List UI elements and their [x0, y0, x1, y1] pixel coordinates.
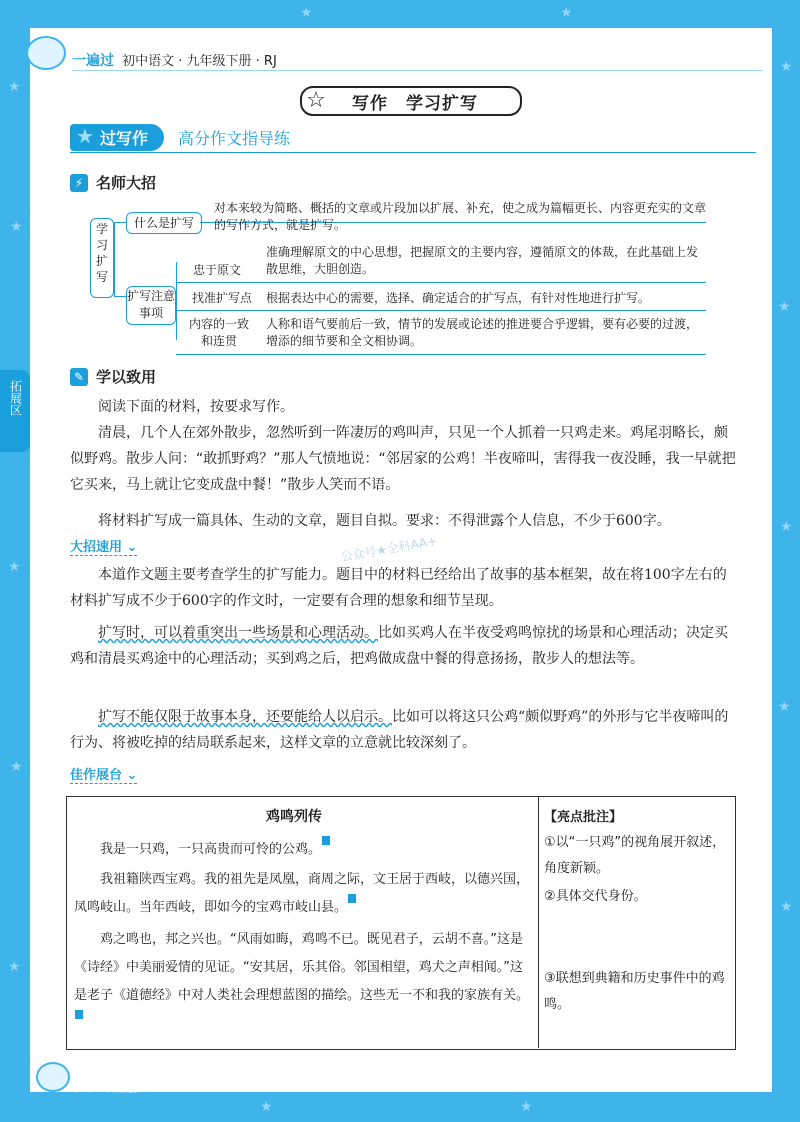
essay-divider	[538, 796, 539, 1048]
header-divider	[72, 70, 762, 71]
tree-connector	[176, 282, 706, 283]
heading-apply	[70, 366, 156, 387]
tree-leaf-label: 忠于原文	[192, 263, 241, 277]
section-subtitle: 高分作文指导练	[178, 128, 291, 148]
star-decoration: ★	[560, 5, 573, 21]
analysis-key-sentence: 扩写不能仅限于故事本身，还要能给人以启示。	[98, 709, 392, 725]
notes-title: 【亮点批注】	[544, 810, 623, 825]
tree-connector	[114, 222, 115, 296]
mascot-icon	[26, 36, 66, 70]
star-decoration: ★	[8, 559, 21, 575]
task-requirement: 将材料扩写成一篇具体、生动的文章，题目自拟。要求：不得泄露个人信息，不少于600字。	[98, 513, 671, 529]
note-item: ①以“一只鸡”的视角展开叙述，角度新颖。	[544, 835, 726, 876]
task-material: 清晨，几个人在郊外散步，忽然听到一阵凄厉的鸡叫声，只见一个人抓着一只鸡走来。鸡尾羽略长，颇似野鸡。散步人问：“敢抓野鸡？”那人气愤地说：“邻居家的公鸡！半夜啼叫，害得我一夜没睡，我一早就把它买来，马上就让它变成盘中餐！”散步人笑而不语。	[70, 425, 736, 493]
section-banner	[70, 124, 290, 150]
note-item: ②具体交代身份。	[544, 889, 647, 904]
star-decoration: ★	[300, 5, 313, 21]
frame-top	[0, 0, 800, 28]
essay-text: 我是一只鸡，一只高贵而可怜的公鸡。	[100, 842, 322, 857]
chevron-down-icon: ⌄	[126, 768, 138, 783]
essay-title: 鸡鸣列传	[266, 809, 322, 825]
annotation-marker: 2	[348, 894, 356, 903]
frame-bottom	[0, 1092, 800, 1122]
heading-tips	[70, 172, 156, 193]
star-decoration: ★	[10, 219, 23, 235]
tree-leaf-label: 内容的一致和连贯	[188, 317, 249, 348]
tree-connector	[114, 296, 126, 297]
star-icon: ★	[76, 123, 94, 148]
tree-root	[90, 218, 114, 298]
watermark: 公众号★全科AA+	[339, 533, 439, 565]
tree-connector	[114, 222, 126, 223]
essay-text: 鸡之鸣也，邦之兴也。“风雨如晦，鸡鸣不已。既见君子，云胡不喜。”这是《诗经》中美丽爱情的见证。“安其居，乐其俗。邻国相望，鸡犬之声相闻。”这是老子《道德经》中对人类社会理想蓝图的描绘。这些无一不和我的家族有关。	[74, 932, 530, 1003]
lightning-icon: ⚡	[70, 174, 88, 192]
page-title-box	[300, 86, 522, 116]
label-tips-quick	[70, 536, 137, 556]
star-decoration: ★	[778, 299, 791, 315]
star-decoration: ★	[780, 899, 793, 915]
section-divider	[70, 152, 756, 153]
task-instruction: 阅读下面的材料，按要求写作。	[98, 399, 294, 415]
heading-tips-label: 名师大招	[96, 174, 157, 192]
tree-connector	[176, 262, 177, 340]
star-decoration: ★	[520, 1099, 533, 1115]
section-tag-label: 过写作	[100, 128, 149, 148]
running-header	[72, 50, 277, 70]
label-essay-showcase-text: 佳作展台	[70, 768, 123, 783]
footer-tagline: 上课认真听 下课练无累	[104, 1078, 139, 1094]
essay-paragraph	[74, 836, 534, 864]
chevron-down-icon: ⌄	[126, 540, 138, 555]
frame-right	[772, 0, 800, 1122]
label-essay-showcase	[70, 764, 137, 784]
book-name: 初中语文 · 九年级下册 · RJ	[122, 54, 277, 69]
brand-name: 一遍过	[72, 53, 114, 69]
star-decoration: ★	[780, 59, 793, 75]
essay-paragraph	[74, 926, 534, 1038]
tree-node-notes-label: 扩写注意事项	[127, 289, 176, 320]
mascot-icon	[36, 1062, 70, 1092]
tree-leaf-text: 人称和语气要前后一致，情节的发展或论述的推进要合乎逻辑，要有必要的过渡，增添的细节要和全文相协调。	[266, 317, 699, 348]
star-decoration: ★	[10, 759, 23, 775]
tree-connector	[176, 310, 706, 311]
tree-node-definition	[126, 212, 202, 234]
page-number: 007	[70, 1076, 108, 1097]
analysis-paragraph	[70, 704, 738, 756]
tree-leaf-text: 准确理解原文的中心思想，把握原文的主要内容，遵循原文的体裁，在此基础上发散思维，大胆创造。	[266, 245, 699, 276]
tree-leaf-label: 找准扩写点	[191, 291, 252, 305]
label-tips-quick-text: 大招速用	[70, 540, 123, 555]
analysis-paragraph	[70, 620, 738, 672]
note-item: ③联想到典籍和历史事件中的鸡鸣。	[544, 971, 725, 1012]
analysis-key-sentence: 扩写时，可以着重突出一些场景和心理活动。	[98, 625, 378, 641]
page-title: 写作 学习扩写	[352, 93, 478, 114]
pencil-icon: ✎	[70, 368, 88, 386]
heading-apply-label: 学以致用	[96, 368, 157, 386]
analysis-paragraph: 本道作文题主要考查学生的扩写能力。题目中的材料已经给出了故事的基本框架，故在将100字左右的材料扩写成不少于600字的作文时，一定要有合理的想象和细节呈现。	[70, 567, 727, 609]
tree-leaf-text: 根据表达中心的需要，选择、确定适合的扩写点，有针对性地进行扩写。	[266, 291, 651, 305]
section-tag	[70, 124, 164, 151]
tree-connector	[176, 354, 706, 355]
star-decoration: ★	[780, 519, 793, 535]
essay-text: 我祖籍陕西宝鸡。我的祖先是凤凰，商周之际，文王居于西岐，以德兴国，凤鸣岐山。当年西岐，即如今的宝鸡市岐山县。	[74, 872, 530, 915]
annotation-marker: 1	[322, 836, 330, 845]
side-tab-extension	[0, 370, 30, 452]
side-tab-label: 拓展区	[8, 380, 23, 416]
star-decoration: ★	[8, 79, 21, 95]
star-decoration: ★	[260, 1099, 273, 1115]
star-badge-icon: ☆	[306, 88, 326, 113]
tree-node-definition-label: 什么是扩写	[133, 216, 194, 230]
tree-root-label: 学习扩写	[95, 222, 108, 284]
annotation-marker: 3	[75, 1010, 83, 1019]
star-decoration: ★	[8, 959, 21, 975]
essay-paragraph	[74, 866, 534, 922]
analysis-detail: 比如买鸡人在半夜受鸡鸣惊扰的场景和心理活动；决定买鸡和清晨买鸡途中的心理活动；买到鸡之后，把鸡做成盘中餐的得意扬扬，散步人的想法等。	[70, 625, 728, 667]
tree-definition-text: 对本来较为简略、概括的文章或片段加以扩展、补充，使之成为篇幅更长、内容更充实的文章的写作方式，就是扩写。	[214, 201, 707, 232]
tree-node-notes	[126, 286, 176, 325]
star-decoration: ★	[778, 699, 791, 715]
analysis-detail: 比如可以将这只公鸡“颇似野鸡”的外形与它半夜啼叫的行为、将被吃掉的结局联系起来，这样文章的立意就比较深刻了。	[70, 709, 729, 751]
